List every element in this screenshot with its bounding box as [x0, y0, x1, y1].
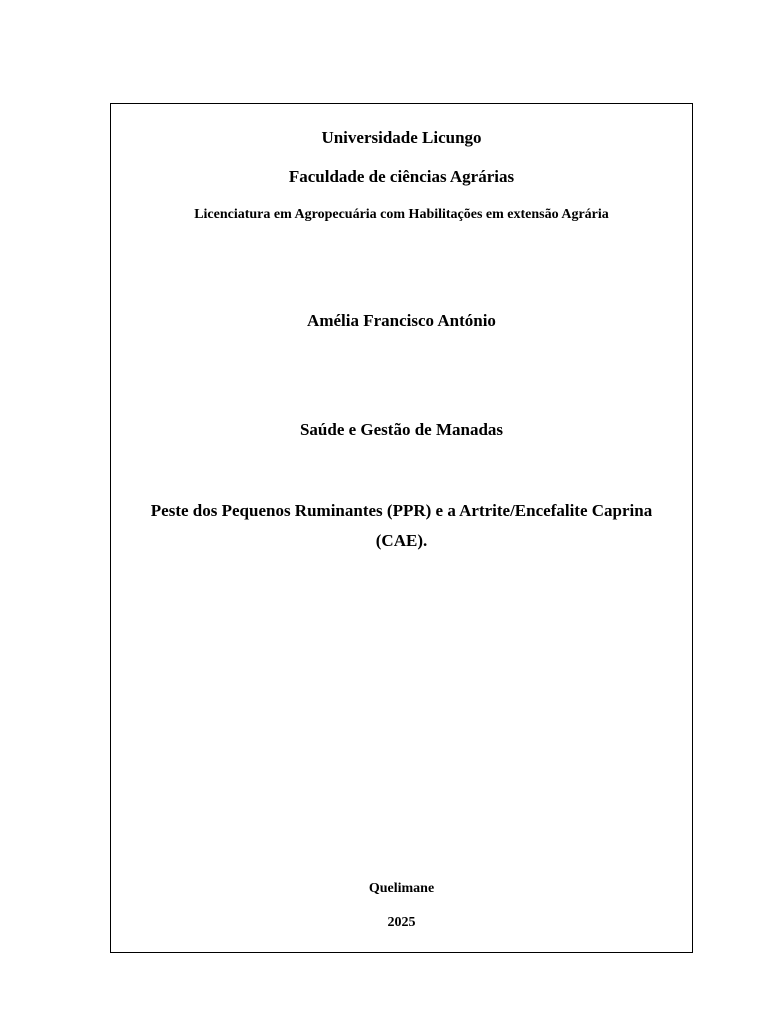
university-name: Universidade Licungo — [321, 128, 482, 147]
work-title-line-2: (CAE). — [375, 531, 428, 550]
author-name: Amélia Francisco António — [307, 311, 496, 330]
city-name: Quelimane — [368, 881, 435, 896]
year: 2025 — [387, 915, 416, 930]
faculty-name: Faculdade de ciências Agrárias — [288, 167, 515, 186]
course-name: Licenciatura em Agropecuária com Habilitações em extensão Agrária — [194, 207, 609, 222]
work-title — [111, 496, 692, 556]
work-title-line-1: Peste dos Pequenos Ruminantes (PPR) e a Artrite/Encefalite Caprina — [150, 501, 653, 520]
subject-name: Saúde e Gestão de Manadas — [299, 420, 504, 439]
cover-border-frame — [110, 103, 693, 953]
